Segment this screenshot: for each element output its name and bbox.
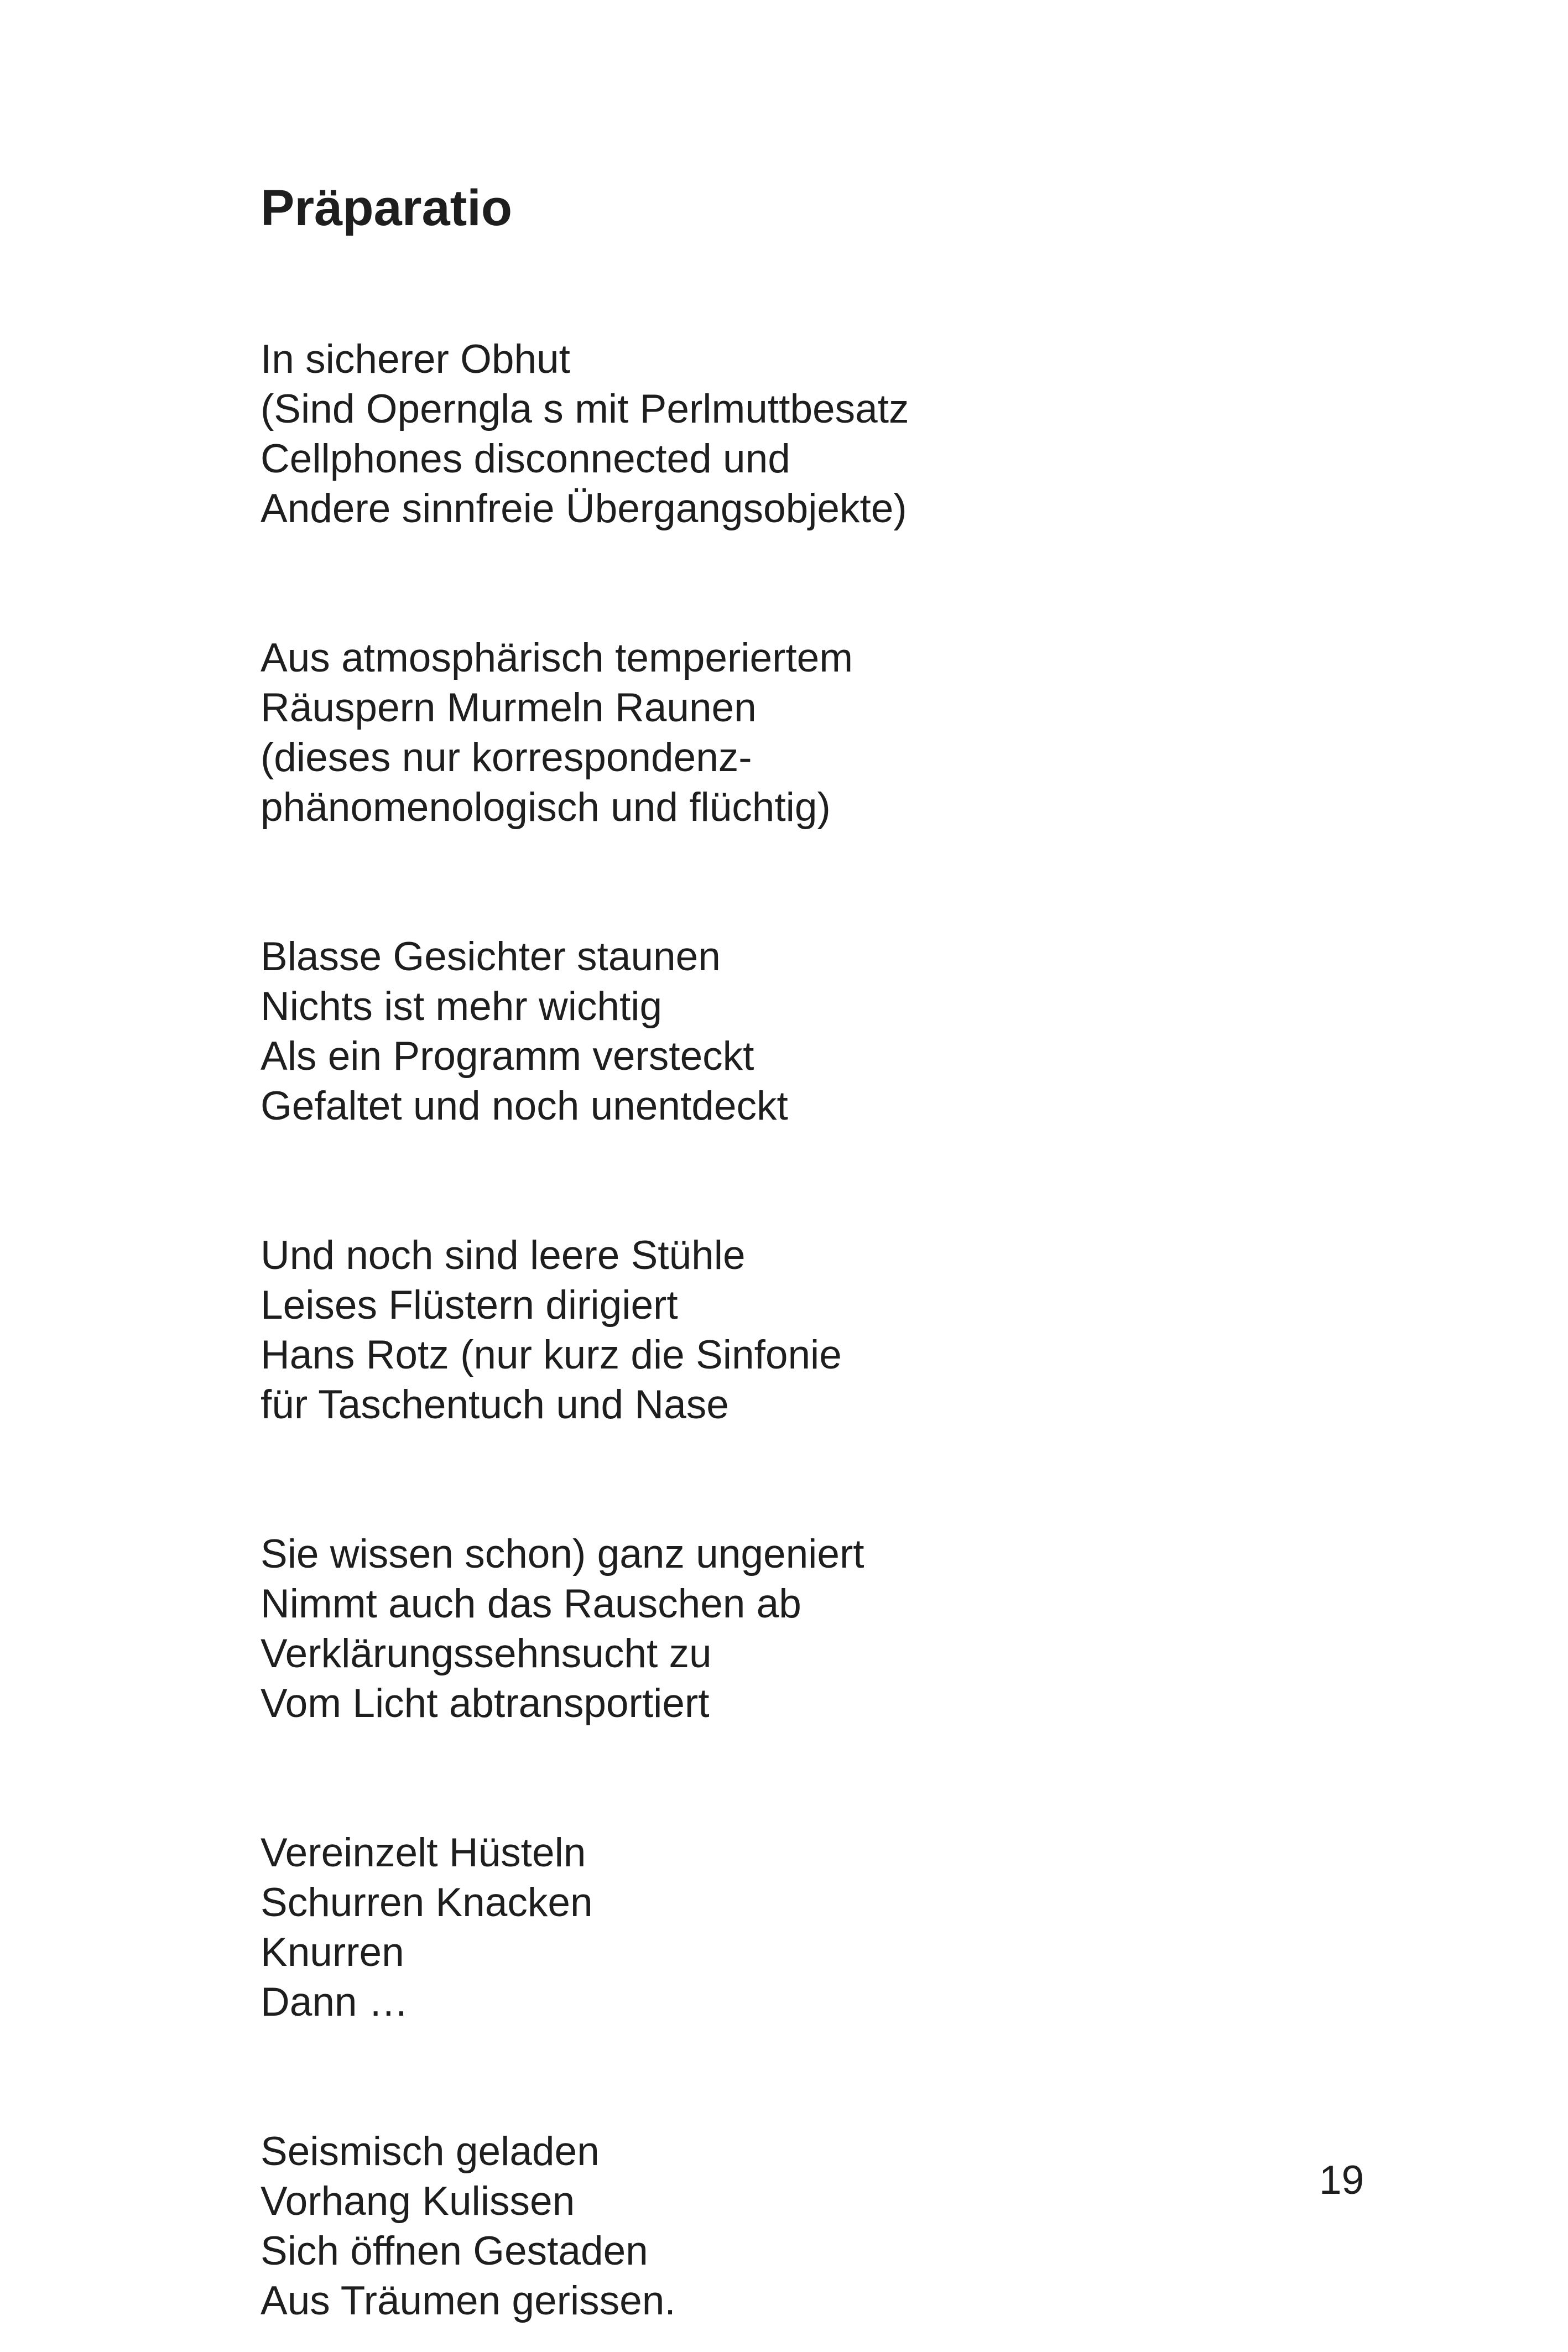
poem-line: Seismisch geladen	[261, 2129, 600, 2174]
poem-line: In sicherer Obhut	[261, 337, 570, 382]
poem-line: Nichts ist mehr wichtig	[261, 984, 663, 1029]
poem-line: (dieses nur korrespondenz-	[261, 735, 752, 780]
stanza-4	[261, 1231, 1367, 1430]
poem-line: Schurren Knacken	[261, 1880, 593, 1925]
stanza-5	[261, 1529, 1367, 1729]
poem-line: Blasse Gesichter staunen	[261, 934, 721, 979]
poem-line: für Taschentuch und Nase	[261, 1382, 729, 1427]
poem-line: Aus Träumen gerissen.	[261, 2278, 676, 2323]
poem-line: (Sind Operngla s mit Perlmuttbesatz	[261, 387, 909, 431]
poem-line: Vorhang Kulissen	[261, 2179, 575, 2224]
poem-line: Räuspern Murmeln Raunen	[261, 685, 757, 730]
stanza-1	[261, 335, 1367, 534]
poem-line: Sich öffnen Gestaden	[261, 2229, 648, 2273]
poem-line: Knurren	[261, 1930, 404, 1975]
poem-line: Als ein Programm versteckt	[261, 1034, 754, 1079]
stanza-7	[261, 2127, 1367, 2326]
poem-line: Dann …	[261, 1980, 409, 2025]
stanza-3	[261, 932, 1367, 1131]
poem-line: Vom Licht abtransportiert	[261, 1681, 710, 1726]
stanza-2	[261, 633, 1367, 832]
page-number: 19	[1319, 2158, 1364, 2203]
poem-line: Und noch sind leere Stühle	[261, 1233, 746, 1278]
poem-line: Verklärungssehnsucht zu	[261, 1631, 712, 1676]
poem-line: Aus atmosphärisch temperiertem	[261, 636, 853, 680]
poem-line: Nimmt auch das Rauschen ab	[261, 1581, 801, 1626]
poem-line: Sie wissen schon) ganz ungeniert	[261, 1532, 864, 1576]
poem-line: Gefaltet und noch unentdeckt	[261, 1084, 788, 1128]
poem-line: Vereinzelt Hüsteln	[261, 1830, 586, 1875]
poem-line: Leises Flüstern dirigiert	[261, 1283, 678, 1328]
poem-body	[261, 335, 1367, 2326]
poem-line: Andere sinnfreie Übergangsobjekte)	[261, 486, 907, 531]
poem-line: Hans Rotz (nur kurz die Sinfonie	[261, 1333, 842, 1377]
poem-line: phänomenologisch und flüchtig)	[261, 785, 831, 830]
poem-title: Präparatio	[261, 180, 513, 236]
stanza-6	[261, 1828, 1367, 2027]
poem-line: Cellphones disconnected und	[261, 436, 790, 481]
